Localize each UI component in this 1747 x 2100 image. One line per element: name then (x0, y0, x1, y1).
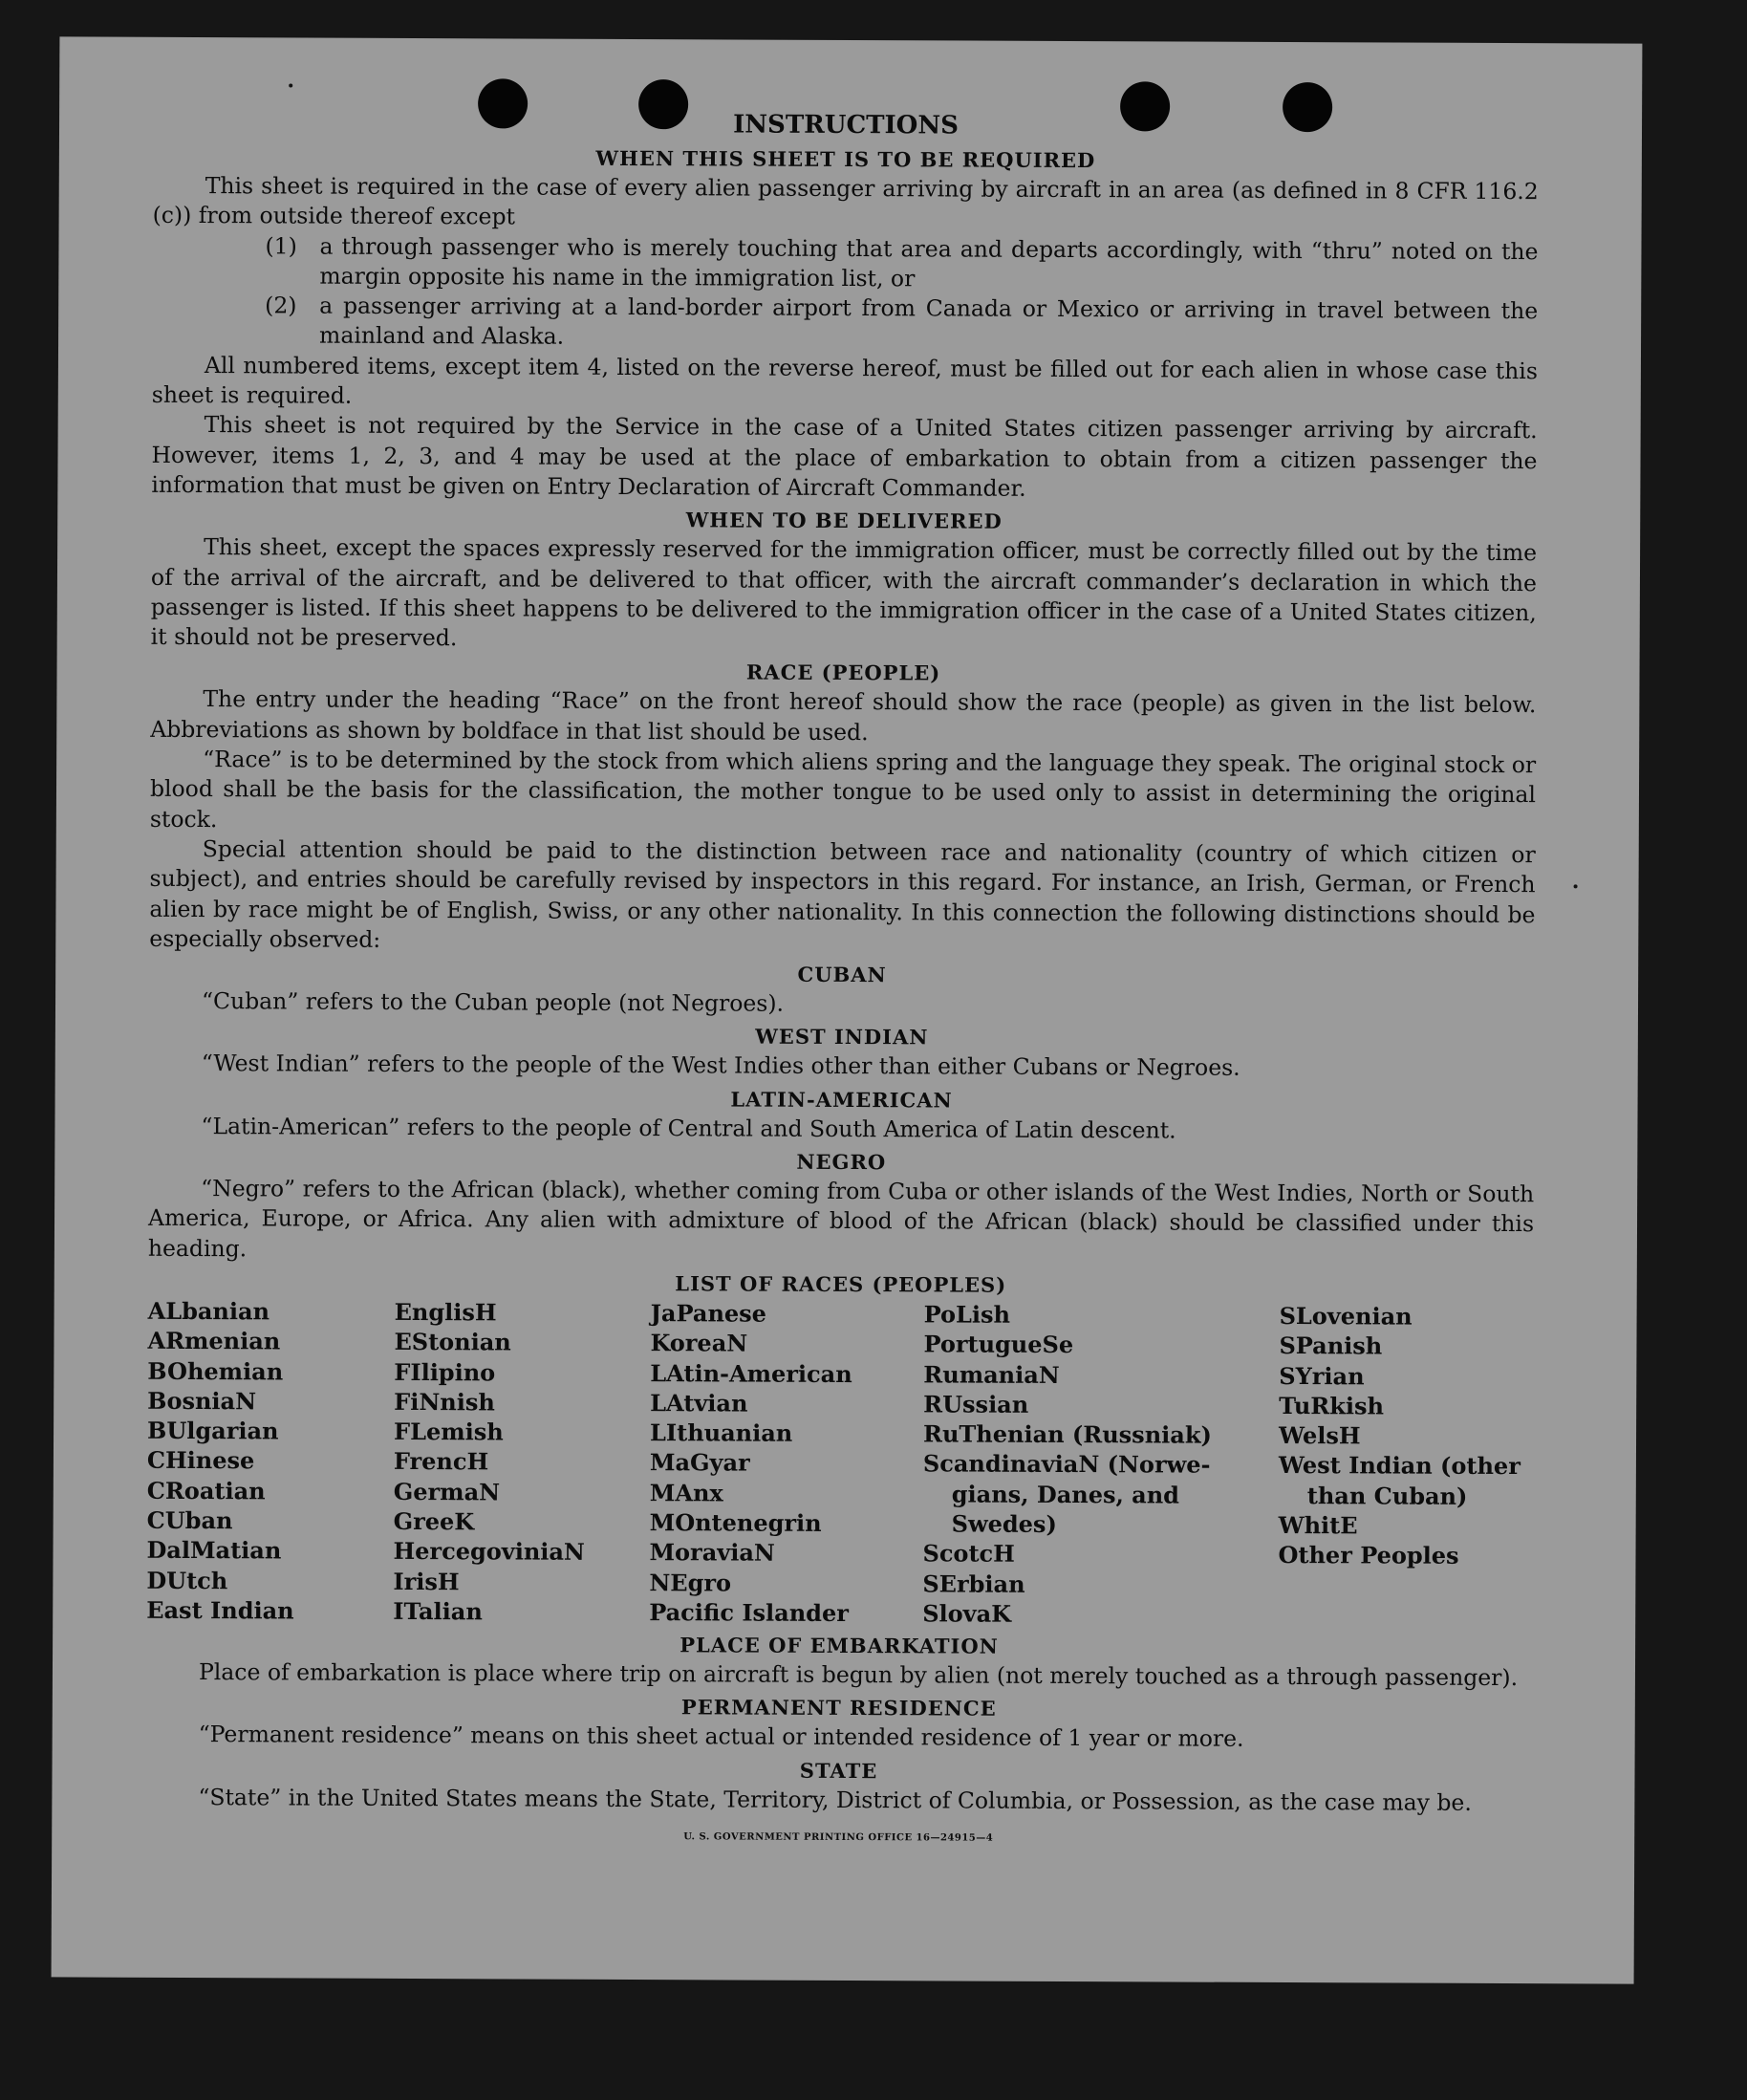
races-column-2 (393, 1297, 650, 1627)
race-entry-continued: Swedes) (951, 1509, 1057, 1538)
heading-list-of-races: LIST OF RACES (PEOPLES) (675, 1271, 1007, 1297)
heading-when-required: WHEN THIS SHEET IS TO BE REQUIRED (595, 145, 1096, 173)
race-entry: RUssian (923, 1390, 1029, 1418)
race-entry: SLovenian (1279, 1301, 1413, 1331)
race-entry: NEgro (649, 1568, 732, 1597)
paragraph-embarkation: Place of embarkation is place where trip on aircraft is begun by alien (not merely touched as a through passenger). (198, 1658, 1519, 1692)
paragraph-numbered-items: All numbered items, except item 4, listed on the reverse hereof, must be filled out for each alien in whose case this sheet is required. (151, 351, 1538, 409)
exception-item-2 (265, 292, 1538, 357)
race-entry: Other Peoples (1278, 1541, 1459, 1570)
races-column-3 (649, 1298, 923, 1629)
race-entry: ITalian (393, 1596, 483, 1626)
race-entry: MoraviaN (649, 1538, 775, 1567)
heading-west-indian: WEST INDIAN (755, 1025, 929, 1050)
race-entry: EStonian (394, 1328, 511, 1356)
heading-latin-american: LATIN-AMERICAN (730, 1087, 953, 1113)
paragraph-state: “State” in the United States means the State, Territory, District of Columbia, or Possession, as the case may be. (198, 1783, 1472, 1816)
paragraph-delivered: This sheet, except the spaces expressly reserved for the immigration officer, must be correctly filled out by the time of the arrival of the aircraft, and be delivered to that officer, with the aircraft commander’s declaration in which the passenger is listed. If this sheet happens to be delivered to the immigration officer in the case of a United States citizen, it should not be preserved. (150, 533, 1538, 652)
item-text: a through passenger who is merely touching that area and departs accordingly, with “thru” noted on the margin opposite his name in the immigration list, or (319, 232, 1539, 292)
race-entry: DUtch (146, 1566, 228, 1594)
race-entry: SYrian (1279, 1361, 1365, 1390)
paragraph-cuban: “Cuban” refers to the Cuban people (not Negroes). (201, 987, 785, 1017)
race-entry: CUban (146, 1505, 233, 1535)
heading-negro: NEGRO (796, 1149, 887, 1175)
race-entry-continued: gians, Danes, and (951, 1480, 1180, 1509)
race-entry: KoreaN (650, 1329, 748, 1357)
paragraph-race-1: The entry under the heading “Race” on the front hereof should show the race (people) as given in the list below. Abbreviations as shown by boldface in that list should be used. (150, 685, 1537, 746)
race-entry: TuRkish (1279, 1391, 1385, 1420)
race-entry: FiNnish (394, 1387, 495, 1417)
race-entry: HercegoviniaN (393, 1537, 585, 1567)
race-entry: MOntenegrin (649, 1508, 822, 1537)
race-entry: East Indian (146, 1595, 294, 1625)
item-text: a passenger arriving at a land-border airport from Canada or Mexico or arriving in travel between the mainland and Alaska. (319, 292, 1539, 351)
instructions-body (145, 106, 1539, 1856)
speck (1574, 884, 1578, 888)
race-entry: CRoatian (146, 1476, 266, 1505)
race-entry: GreeK (393, 1506, 475, 1536)
paragraph-required: This sheet is required in the case of every alien passenger arriving by aircraft in an area (as defined in 8 CFR 116.2 (c)) from outside thereof except (152, 172, 1539, 230)
race-entry: RuThenian (Russniak) (923, 1419, 1212, 1449)
races-column-1 (146, 1296, 394, 1626)
race-entry: BUlgarian (147, 1416, 279, 1445)
races-table (146, 1296, 1533, 1632)
race-entry: MaGyar (649, 1448, 750, 1477)
page-title: INSTRUCTIONS (733, 110, 959, 141)
paragraph-citizen: This sheet is not required by the Service in the case of a United States citizen passenger arriving by aircraft. However, items 1, 2, 3, and 4 may be used at the place of embarkation to obtain from a citizen passenger the information that must be given on Entry Declaration of Aircraft Commander. (151, 411, 1538, 502)
race-entry: PoLish (923, 1300, 1011, 1329)
heading-permanent-residence: PERMANENT RESIDENCE (680, 1695, 997, 1721)
heading-cuban: CUBAN (797, 962, 887, 987)
race-entry: BOhemian (147, 1356, 284, 1385)
races-column-5 (1278, 1301, 1533, 1631)
race-entry: West Indian (other (1278, 1451, 1521, 1481)
race-entry: PortugueSe (923, 1330, 1074, 1359)
heading-place-of-embarkation: PLACE OF EMBARKATION (679, 1633, 999, 1658)
race-entry: CHinese (146, 1446, 255, 1475)
race-entry: ARmenian (147, 1327, 281, 1355)
race-entry: FLemish (394, 1418, 504, 1446)
paragraph-negro: “Negro” refers to the African (black), whether coming from Cuba or other islands of the West Indies, North or South America, Europe, or Africa. Any alien with admixture of blood of the African (black) should be classified under this heading. (147, 1175, 1535, 1262)
race-entry: WhitE (1278, 1510, 1358, 1540)
item-number: (2) (265, 292, 297, 319)
paragraph-latin-american: “Latin-American” refers to the people of Central and South America of Latin descent. (201, 1112, 1176, 1144)
document-sheet (52, 36, 1643, 1983)
race-entry: GermaN (393, 1477, 501, 1506)
paragraph-residence: “Permanent residence” means on this sheet actual or intended residence of 1 year or more. (198, 1721, 1244, 1753)
race-entry: SlovaK (922, 1599, 1012, 1628)
race-entry: JaPanese (650, 1299, 767, 1328)
paragraph-west-indian: “West Indian” refers to the people of the West Indies other than either Cubans or Negroes. (201, 1050, 1240, 1082)
heading-race: RACE (PEOPLE) (745, 660, 941, 685)
race-entry: EnglisH (394, 1297, 497, 1327)
race-entry: LAtvian (650, 1388, 748, 1418)
exception-item-1 (265, 231, 1538, 296)
paragraph-race-3: Special attention should be paid to the distinction between race and nationality (country of which citizen or subject), and entries should be carefully revised by inspectors in this regard. For instance, an Irish, German, or French alien by race might be of English, Swiss, or any other nationality. In this connection the following distinctions should be especially observed: (149, 834, 1536, 953)
race-entry: ALbanian (147, 1296, 270, 1326)
race-entry: FIlipino (394, 1357, 496, 1386)
race-entry-continued: than Cuban) (1306, 1481, 1468, 1510)
race-entry: LAtin-American (650, 1358, 852, 1388)
race-entry: LIthuanian (650, 1418, 793, 1447)
heading-when-delivered: WHEN TO BE DELIVERED (685, 508, 1003, 533)
speck (289, 83, 292, 87)
race-entry: Pacific Islander (649, 1597, 849, 1627)
printer-imprint: U. S. GOVERNMENT PRINTING OFFICE 16—24915—4 (683, 1831, 994, 1844)
race-entry: IrisH (393, 1567, 460, 1595)
race-entry: DalMatian (146, 1536, 282, 1565)
race-entry: ScotcH (922, 1539, 1015, 1569)
heading-state: STATE (799, 1758, 878, 1783)
race-entry: SPanish (1279, 1331, 1383, 1360)
item-number: (1) (265, 231, 297, 260)
race-entry: WelsH (1279, 1421, 1361, 1450)
races-column-4 (922, 1299, 1279, 1630)
race-entry: BosniaN (147, 1386, 257, 1416)
paragraph-race-2: “Race” is to be determined by the stock from which aliens spring and the language they speak. The original stock or blood shall be the basis for the classification, the mother tongue to be used only to assist in determining the original stock. (149, 746, 1537, 833)
race-entry: MAnx (649, 1478, 723, 1507)
race-entry: RumaniaN (923, 1359, 1060, 1389)
race-entry: SErbian (922, 1569, 1025, 1598)
race-entry: ScandinaviaN (Norwe- (922, 1449, 1211, 1480)
race-entry: FrencH (393, 1447, 489, 1476)
